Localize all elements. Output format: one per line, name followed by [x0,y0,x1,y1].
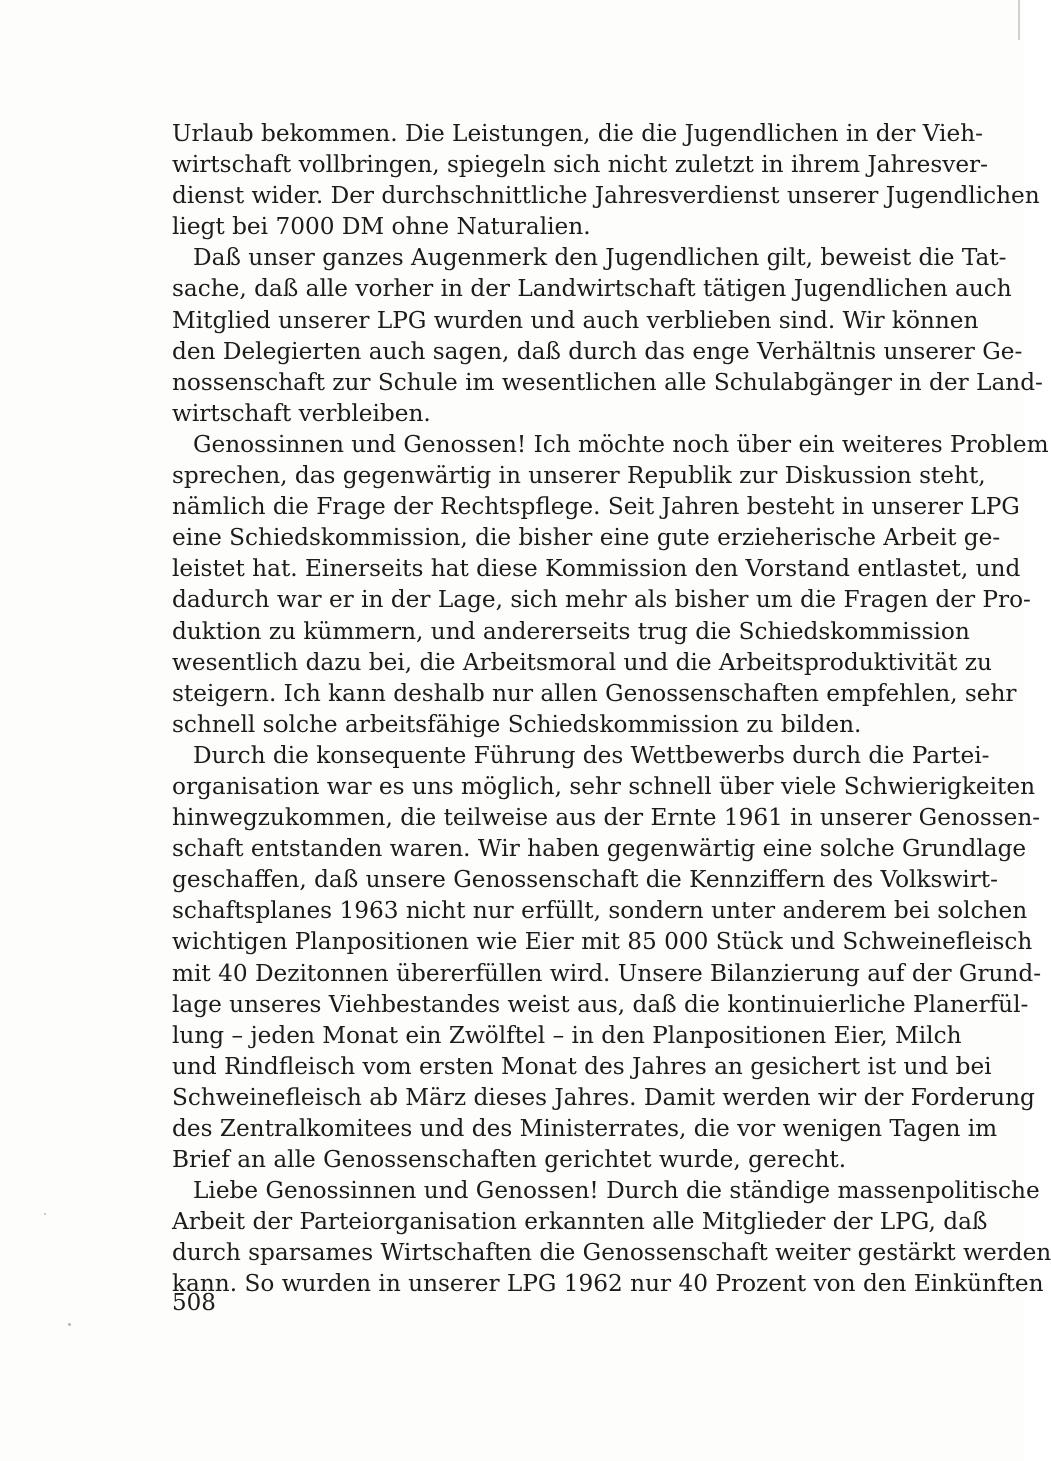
text-line: den Delegierten auch sagen, daß durch das enge Verhältnis unserer Ge- [172,337,1023,365]
paragraph [172,429,1049,740]
text-line: lung – jeden Monat ein Zwölftel – in den Planpositionen Eier, Milch [172,1021,962,1049]
text-line: Urlaub bekommen. Die Leistungen, die die Jugendlichen in der Vieh- [172,120,983,147]
text-line: Genossinnen und Genossen! Ich möchte noch über ein weiteres Problem [193,430,1049,458]
text-line: Schweinefleisch ab März dieses Jahres. Damit werden wir der Forderung [172,1083,1035,1111]
text-line: schnell solche arbeitsfähige Schiedskommission zu bilden. [172,710,862,738]
text-line: Liebe Genossinnen und Genossen! Durch die ständige massenpolitische [193,1177,1040,1205]
text-line: sprechen, das gegenwärtig in unserer Republik zur Diskussion steht, [172,462,986,490]
text-line: Brief an alle Genossenschaften gerichtet wurde, gerecht. [172,1146,847,1174]
text-line: geschaffen, daß unsere Genossenschaft die Kennziffern des Volkswirt- [172,866,998,894]
text-line: des Zentralkomitees und des Ministerrates, die vor wenigen Tagen im [172,1115,998,1142]
text-line: dienst wider. Der durchschnittliche Jahresverdienst unserer Jugendlichen [172,182,1040,210]
text-line: durch sparsames Wirtschaften die Genossenschaft weiter gestärkt werden [172,1239,1051,1267]
text-line: Daß unser ganzes Augenmerk den Jugendlichen gilt, beweist die Tat- [193,244,1007,272]
text-line: eine Schiedskommission, die bisher eine gute erzieherische Arbeit ge- [172,524,1001,552]
text-line: nämlich die Frage der Rechtspflege. Seit Jahren besteht in unserer LPG [172,493,1020,521]
scan-edge-mark [1018,0,1020,40]
text-line: lage unseres Viehbestandes weist aus, daß die kontinuierliche Planerfül- [172,990,1029,1018]
text-line: wirtschaft vollbringen, spiegeln sich nicht zuletzt in ihrem Jahresver- [172,151,988,179]
text-line: Durch die konsequente Führung des Wettbewerbs durch die Partei- [193,741,990,769]
page-number: 508 [172,1290,216,1316]
text-line: Mitglied unserer LPG wurden und auch verblieben sind. Wir können [172,306,979,334]
paragraph [172,740,1042,1175]
text-line: leistet hat. Einerseits hat diese Kommission den Vorstand entlastet, und [172,555,1021,583]
text-line: und Rindfleisch vom ersten Monat des Jahres an gesichert ist und bei [172,1052,992,1080]
scan-speck [68,1323,71,1326]
text-line: duktion zu kümmern, und andererseits trug die Schiedskommission [172,617,970,645]
text-line: Arbeit der Parteiorganisation erkannten alle Mitglieder der LPG, daß [172,1208,988,1236]
scan-speck [44,1213,46,1215]
text-line: wichtigen Planpositionen wie Eier mit 85 000 Stück und Schweinefleisch [172,928,1033,956]
text-line: wirtschaft verbleiben. [172,399,431,427]
body-text [172,118,1051,1300]
text-line: dadurch war er in der Lage, sich mehr als bisher um die Fragen der Pro- [172,586,1031,614]
paragraph [172,242,1043,429]
text-line: kann. So wurden in unserer LPG 1962 nur 40 Prozent von den Einkünften [172,1270,1044,1298]
text-line: mit 40 Dezitonnen übererfüllen wird. Unsere Bilanzierung auf der Grund- [172,959,1042,987]
text-line: nossenschaft zur Schule im wesentlichen alle Schulabgänger in der Land- [172,368,1043,396]
text-line: steigern. Ich kann deshalb nur allen Genossenschaften empfehlen, sehr [172,679,1017,707]
text-line: schaft entstanden waren. Wir haben gegenwärtig eine solche Grundlage [172,835,1027,863]
text-line: sache, daß alle vorher in der Landwirtschaft tätigen Jugendlichen auch [172,275,1012,303]
paragraph [172,1175,1051,1299]
text-line: liegt bei 7000 DM ohne Naturalien. [172,213,591,241]
text-line: schaftsplanes 1963 nicht nur erfüllt, sondern unter anderem bei solchen [172,897,1028,925]
text-line: hinwegzukommen, die teilweise aus der Ernte 1961 in unserer Genossen- [172,804,1041,832]
text-line: organisation war es uns möglich, sehr schnell über viele Schwierigkeiten [172,772,1036,800]
text-line: wesentlich dazu bei, die Arbeitsmoral und die Arbeitsproduktivität zu [172,648,992,676]
paragraph [172,118,1040,242]
